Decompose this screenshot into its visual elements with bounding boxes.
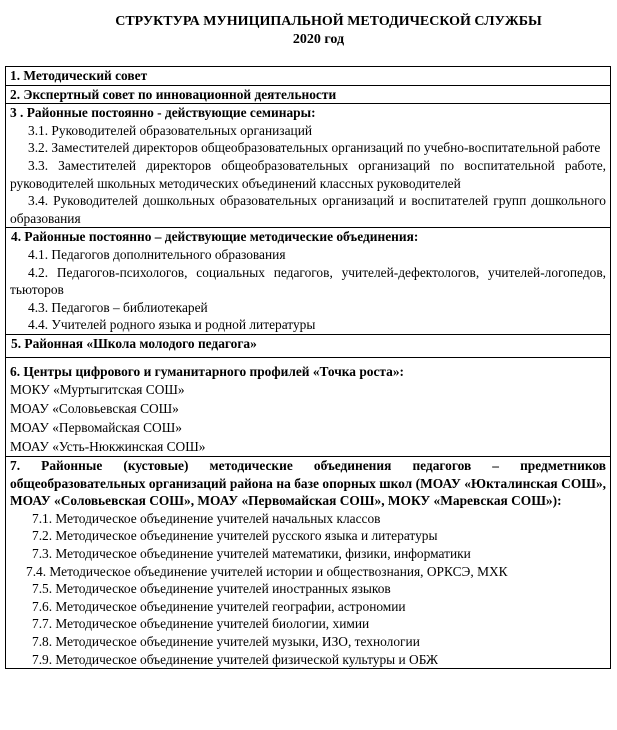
section-7-item-2: 7.2. Методическое объединение учителей русского языка и литературы (32, 528, 438, 544)
section-4-item-3: 4.3. Педагогов – библиотекарей (28, 299, 208, 315)
section-7-row (6, 457, 611, 669)
section-1-row (6, 67, 611, 86)
section-6-item-4: МОАУ «Усть-Нюкжинская СОШ» (10, 439, 206, 455)
document-year: 2020 год (292, 32, 345, 47)
section-2-header: 2. Экспертный совет по инновационной деятельности (10, 86, 337, 102)
section-2-cell (6, 85, 611, 104)
section-7-item-9: 7.9. Методическое объединение учителей физической культуры и ОБЖ (32, 651, 439, 667)
section-3-cell (6, 104, 611, 228)
section-4-header: 4. Районные постоянно – действующие методические объединения: (11, 229, 419, 245)
section-7-item-8: 7.8. Методическое объединение учителей музыки, ИЗО, технологии (32, 634, 420, 650)
section-1-header: 1. Методический совет (10, 68, 148, 83)
section-7-item-7: 7.7. Методическое объединение учителей биологии, химии (32, 616, 370, 632)
section-6-row (6, 357, 611, 457)
section-5-row (6, 334, 611, 357)
section-4-item-4: 4.4. Учителей родного языка и родной литературы (28, 317, 316, 333)
section-7-item-1: 7.1. Методическое объединение учителей начальных классов (32, 510, 381, 526)
section-3-item-2: 3.2. Заместителей директоров общеобразовательных организаций по учебно-воспитательной работе (28, 140, 601, 156)
section-7-item-5: 7.5. Методическое объединение учителей иностранных языков (32, 581, 391, 597)
section-4-item-1: 4.1. Педагогов дополнительного образования (28, 246, 286, 262)
section-7-item-6: 7.6. Методическое объединение учителей географии, астрономии (32, 598, 406, 614)
section-7-cell (6, 457, 611, 669)
section-5-header: 5. Районная «Школа молодого педагога» (11, 335, 257, 351)
section-3-header: 3 . Районные постоянно - действующие семинары: (10, 105, 316, 121)
section-3-row (6, 104, 611, 228)
section-3-item-4: 3.4. Руководителей дошкольных образовательных организаций и воспитателей групп дошкольного образования (10, 193, 606, 226)
document-title: СТРУКТУРА МУНИЦИПАЛЬНОЙ МЕТОДИЧЕСКОЙ СЛУЖБЫ (115, 14, 542, 29)
section-7-item-3: 7.3. Методическое объединение учителей математики, физики, информатики (32, 546, 471, 562)
section-2-row (6, 85, 611, 104)
structure-table (5, 66, 611, 669)
section-7-header: 7. Районные (кустовые) методические объединения педагогов – предметников общеобразовательных организаций района на базе опорных школ (МОАУ «Юкталинская СОШ», МОАУ «Соловьевская СОШ», МОАУ «Первомайская СОШ», МОКУ «Маревская СОШ»): (10, 458, 606, 509)
section-6-header: 6. Центры цифрового и гуманитарного профилей «Точка роста»: (10, 363, 405, 379)
section-7-item-4: 7.4. Методическое объединение учителей истории и обществознания, ОРКСЭ, МХК (26, 563, 508, 579)
section-6-item-3: МОАУ «Первомайская СОШ» (10, 420, 182, 436)
section-4-item-2: 4.2. Педагогов-психологов, социальных педагогов, учителей-дефектологов, учителей-логопедов, тьюторов (10, 264, 606, 298)
section-1-cell (6, 67, 611, 86)
section-4-cell (6, 228, 611, 335)
section-5-cell (6, 334, 611, 357)
section-6-item-1: МОКУ «Муртыгитская СОШ» (10, 382, 185, 398)
section-4-row (6, 228, 611, 335)
section-3-item-1: 3.1. Руководителей образовательных организаций (28, 122, 313, 138)
section-3-item-3: 3.3. Заместителей директоров общеобразовательных организаций по воспитательной работе, руководителей школьных методических объединений классных руководителей (10, 157, 606, 191)
section-6-cell (6, 357, 611, 457)
section-6-item-2: МОАУ «Соловьевская СОШ» (10, 401, 179, 417)
